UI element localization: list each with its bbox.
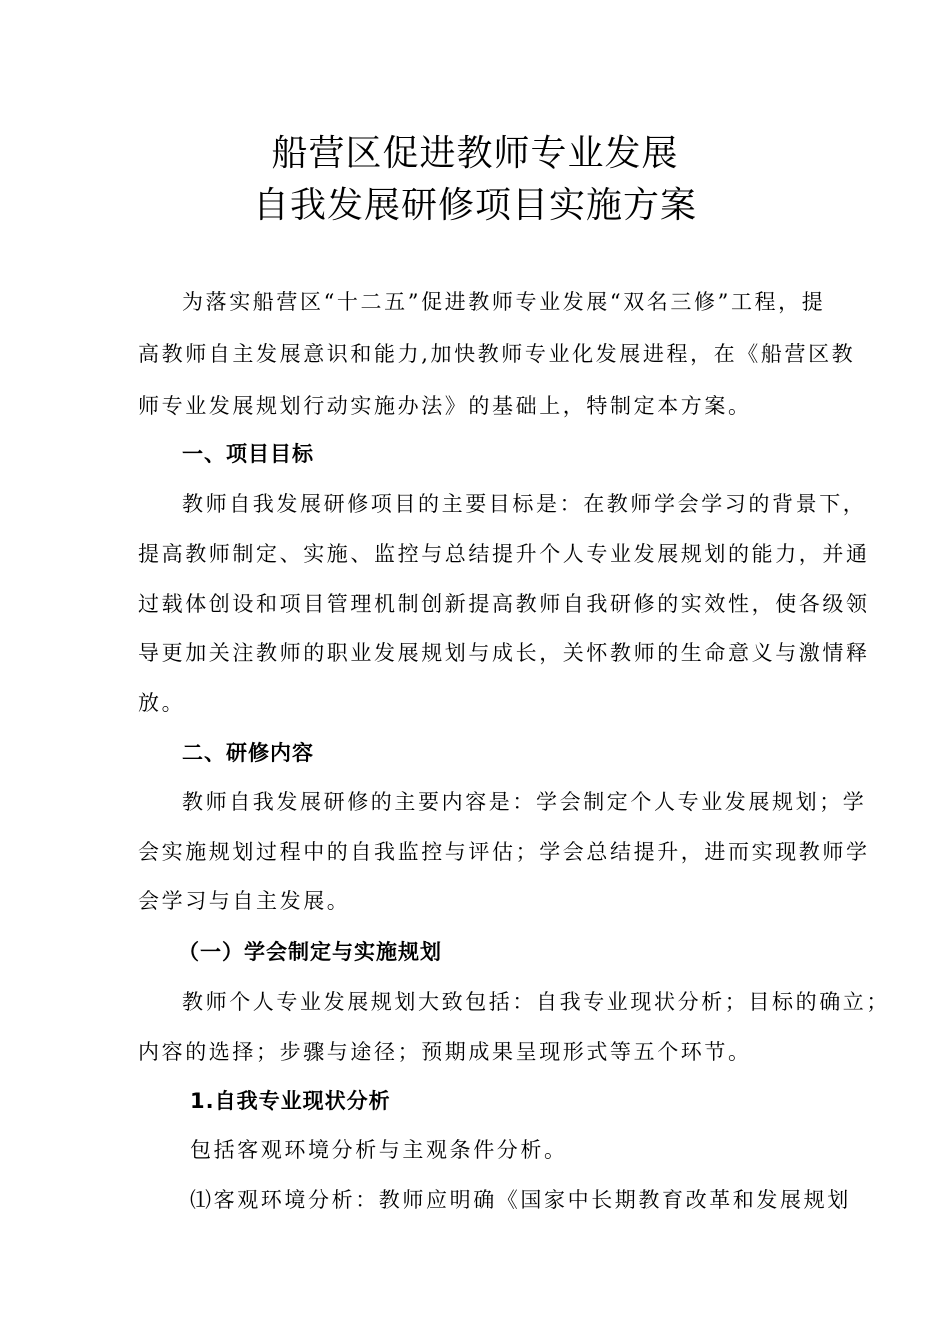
paragraph-line: 内容的选择；步骤与途径；预期成果呈现形式等五个环节。 (138, 1040, 752, 1064)
section-heading: 一、项目目标 (182, 442, 314, 466)
paragraph-line: 提高教师制定、实施、监控与总结提升个人专业发展规划的能力，并通 (138, 542, 870, 566)
paragraph-line: 教师个人专业发展规划大致包括：自我专业现状分析；目标的确立； (182, 990, 890, 1014)
paragraph-line: 放。 (138, 691, 186, 715)
title-line-2: 自我发展研修项目实施方案 (252, 185, 697, 226)
paragraph-line: 教师自我发展研修项目的主要目标是：在教师学会学习的背景下， (182, 492, 867, 516)
paragraph-line: ⑴客观环境分析：教师应明确《国家中长期教育改革和发展规划 (190, 1188, 851, 1212)
subsection-heading: （一）学会制定与实施规划 (178, 940, 442, 964)
title-line-1: 船营区促进教师专业发展 (271, 133, 679, 174)
item-heading: 1.自我专业现状分析 (190, 1089, 391, 1113)
intro-line: 师专业发展规划行动实施办法》的基础上，特制定本方案。 (138, 394, 752, 418)
paragraph-line: 过载体创设和项目管理机制创新提高教师自我研修的实效性，使各级领 (138, 592, 870, 616)
paragraph-line: 会实施规划过程中的自我监控与评估；学会总结提升，进而实现教师学 (138, 840, 870, 864)
paragraph-line: 包括客观环境分析与主观条件分析。 (190, 1138, 568, 1162)
intro-line: 为落实船营区“十二五”促进教师专业发展“双名三修”工程，提 (182, 290, 826, 314)
document-title (0, 128, 950, 232)
paragraph-line: 教师自我发展研修的主要内容是：学会制定个人专业发展规划；学 (182, 790, 867, 814)
paragraph-line: 会学习与自主发展。 (138, 889, 351, 913)
intro-line: 高教师自主发展意识和能力,加快教师专业化发展进程，在《船营区教 (138, 342, 856, 366)
paragraph-line: 导更加关注教师的职业发展规划与成长，关怀教师的生命意义与激情释 (138, 641, 870, 665)
section-heading: 二、研修内容 (182, 741, 314, 765)
